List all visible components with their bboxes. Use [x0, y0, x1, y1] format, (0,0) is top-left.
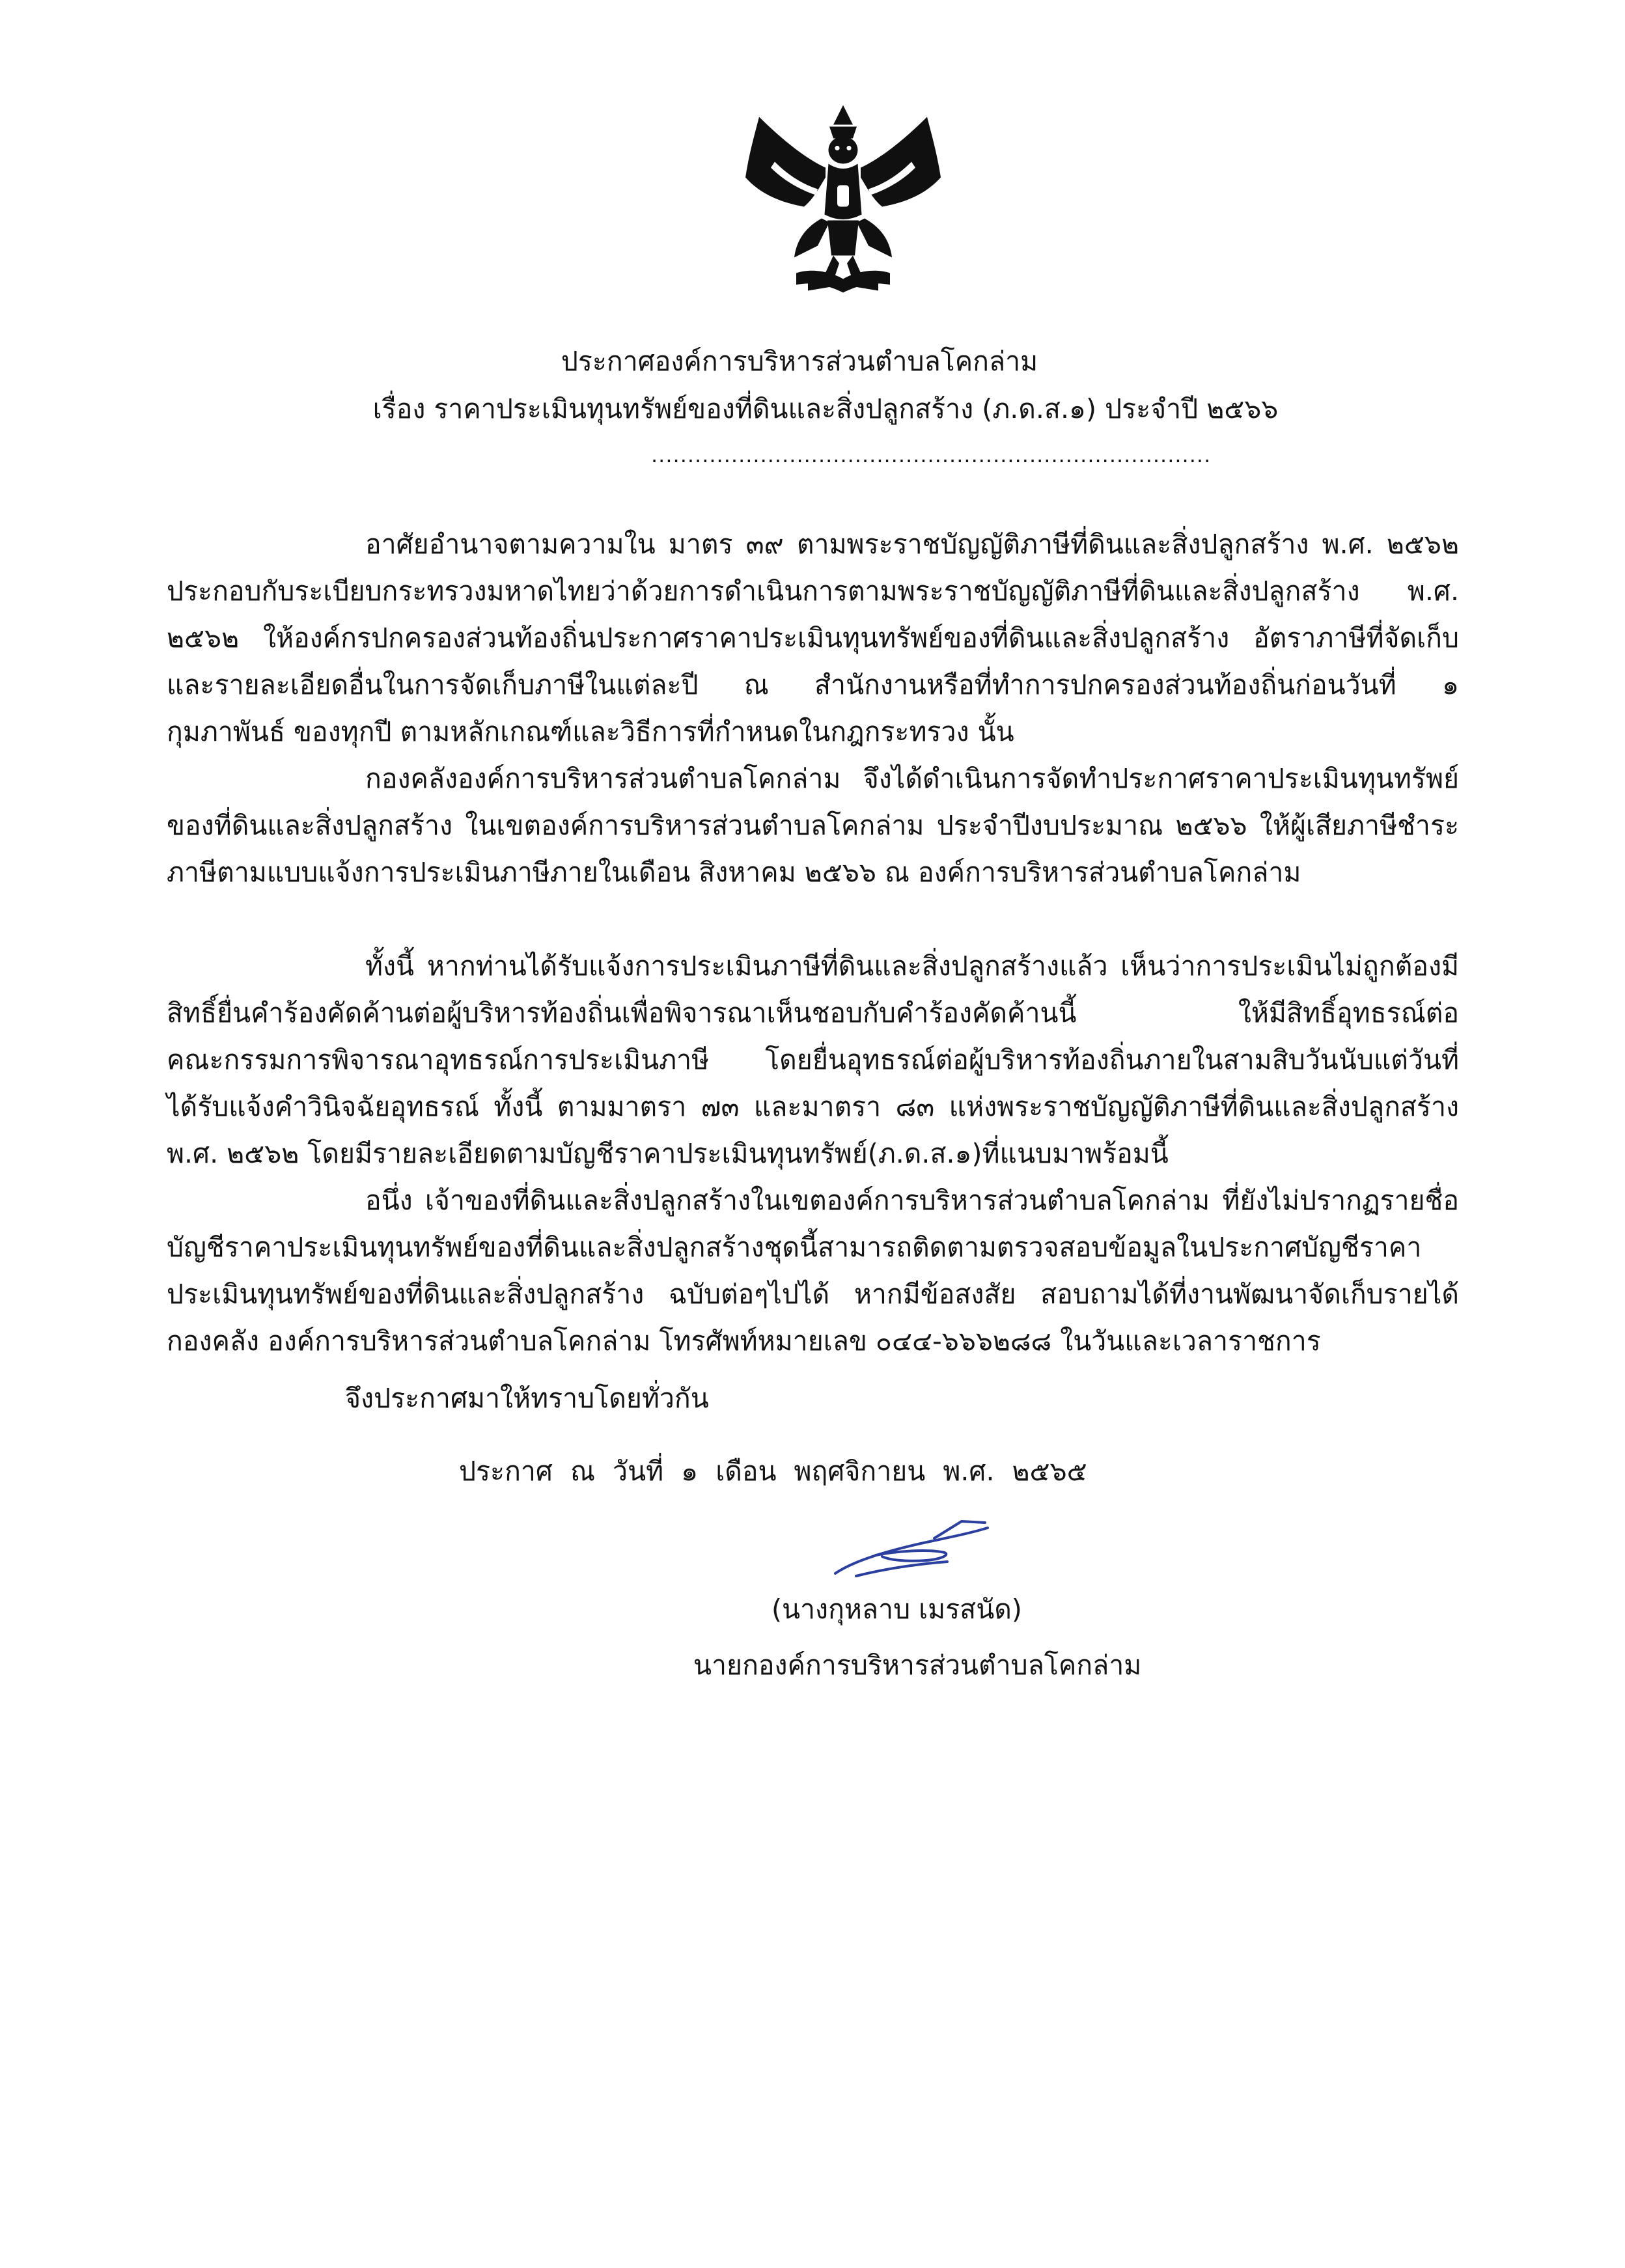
announcement-title: ประกาศองค์การบริหารส่วนตำบลโคกล่าม — [561, 346, 1038, 377]
paragraph-line: กุมภาพันธ์ ของทุกปี ตามหลักเกณฑ์และวิธีการที่กำหนดในกฎกระทรวง นั้น — [167, 716, 1014, 747]
paragraph-line: ประกอบกับระเบียบกระทรวงมหาดไทยว่าด้วยการดำเนินการตามพระราชบัญญัติภาษีที่ดินและสิ่งปลูกสร้าง พ.ศ. — [167, 575, 1459, 607]
paragraph-line: กองคลังองค์การบริหารส่วนตำบลโคกล่าม จึงได้ดำเนินการจัดทำประกาศราคาประเมินทุนทรัพย์ — [365, 763, 1459, 794]
paragraph-line: ประเมินทุนทรัพย์ของที่ดินและสิ่งปลูกสร้าง ฉบับต่อๆไปได้ หากมีข้อสงสัย สอบถามได้ที่งานพัฒนาจัดเก็บรายได้ — [167, 1279, 1459, 1310]
paragraph-finance-division — [167, 755, 1459, 896]
signer-name: (นางกุหลาบ เมรสนัด) — [771, 1594, 1022, 1625]
handwritten-signature-icon — [817, 1514, 1006, 1585]
dotted-separator: ............................................................................. — [651, 443, 1212, 467]
paragraph-line: กองคลัง องค์การบริหารส่วนตำบลโคกล่าม โทรศัพท์หมายเลข ๐๔๔-๖๖๖๒๘๘ ในวันและเวลาราชการ — [167, 1325, 1321, 1357]
closing-statement: จึงประกาศมาให้ทราบโดยทั่วกัน — [345, 1383, 709, 1414]
paragraph-line: ๒๕๖๒ ให้องค์กรปกครองส่วนท้องถิ่นประกาศราคาประเมินทุนทรัพย์ของที่ดินและสิ่งปลูกสร้าง อัตราภาษีที่จัดเก็บ — [167, 622, 1459, 654]
paragraph-line: อาศัยอำนาจตามความใน มาตร ๓๙ ตามพระราชบัญญัติภาษีที่ดินและสิ่งปลูกสร้าง พ.ศ. ๒๕๖๒ — [365, 529, 1459, 560]
paragraph-line: พ.ศ. ๒๕๖๒ โดยมีรายละเอียดตามบัญชีราคาประเมินทุนทรัพย์(ภ.ด.ส.๑)ที่แนบมาพร้อมนี้ — [167, 1138, 1169, 1169]
paragraph-contact-info — [167, 1177, 1459, 1364]
paragraph-line: ได้รับแจ้งคำวินิจฉัยอุทธรณ์ ทั้งนี้ ตามมาตรา ๗๓ และมาตรา ๘๓ แห่งพระราชบัญญัติภาษีที่ดินและสิ่งปลูกสร้าง — [167, 1091, 1459, 1122]
paragraph-line: อนึ่ง เจ้าของที่ดินและสิ่งปลูกสร้างในเขตองค์การบริหารส่วนตำบลโคกล่าม ที่ยังไม่ปรากฏรายชื่อ — [365, 1185, 1459, 1216]
paragraph-line: สิทธิ์ยื่นคำร้องคัดค้านต่อผู้บริหารท้องถิ่นเพื่อพิจารณาเห็นชอบกับคำร้องคัดค้านนี้ ให้มีสิทธิ์อุทธรณ์ต่อ — [167, 997, 1459, 1029]
announcement-date: ประกาศ ณ วันที่ ๑ เดือน พฤศจิกายน พ.ศ. ๒๕๖๕ — [459, 1456, 1087, 1487]
paragraph-line: ภาษีตามแบบแจ้งการประเมินภาษีภายในเดือน สิงหาคม ๒๕๖๖ ณ องค์การบริหารส่วนตำบลโคกล่าม — [167, 857, 1301, 888]
announcement-subject: เรื่อง ราคาประเมินทุนทรัพย์ของที่ดินและสิ่งปลูกสร้าง (ภ.ด.ส.๑) ประจำปี ๒๕๖๖ — [372, 393, 1279, 424]
paragraph-line: บัญชีราคาประเมินทุนทรัพย์ของที่ดินและสิ่งปลูกสร้างชุดนี้สามารถติดตามตรวจสอบข้อมูลในประกาศบัญชีราคา — [167, 1232, 1422, 1263]
paragraph-line: ทั้งนี้ หากท่านได้รับแจ้งการประเมินภาษีที่ดินและสิ่งปลูกสร้างแล้ว เห็นว่าการประเมินไม่ถูกต้องมี — [365, 950, 1459, 982]
paragraph-appeal-rights — [167, 943, 1459, 1177]
paragraph-line: ของที่ดินและสิ่งปลูกสร้าง ในเขตองค์การบริหารส่วนตำบลโคกล่าม ประจำปีงบประมาณ ๒๕๖๖ ให้ผู้เสียภาษีชำระ — [167, 810, 1459, 841]
paragraph-line: คณะกรรมการพิจารณาอุทธรณ์การประเมินภาษี โดยยื่นอุทธรณ์ต่อผู้บริหารท้องถิ่นภายในสามสิบวันนับแต่วันที่ — [167, 1044, 1459, 1075]
garuda-emblem-icon — [736, 98, 951, 306]
paragraph-line: และรายละเอียดอื่นในการจัดเก็บภาษีในแต่ละปี ณ สำนักงานหรือที่ทำการปกครองส่วนท้องถิ่นก่อนวันที่ ๑ — [167, 669, 1459, 700]
paragraph-authority — [167, 521, 1459, 755]
signer-position: นายกองค์การบริหารส่วนตำบลโคกล่าม — [693, 1650, 1142, 1681]
